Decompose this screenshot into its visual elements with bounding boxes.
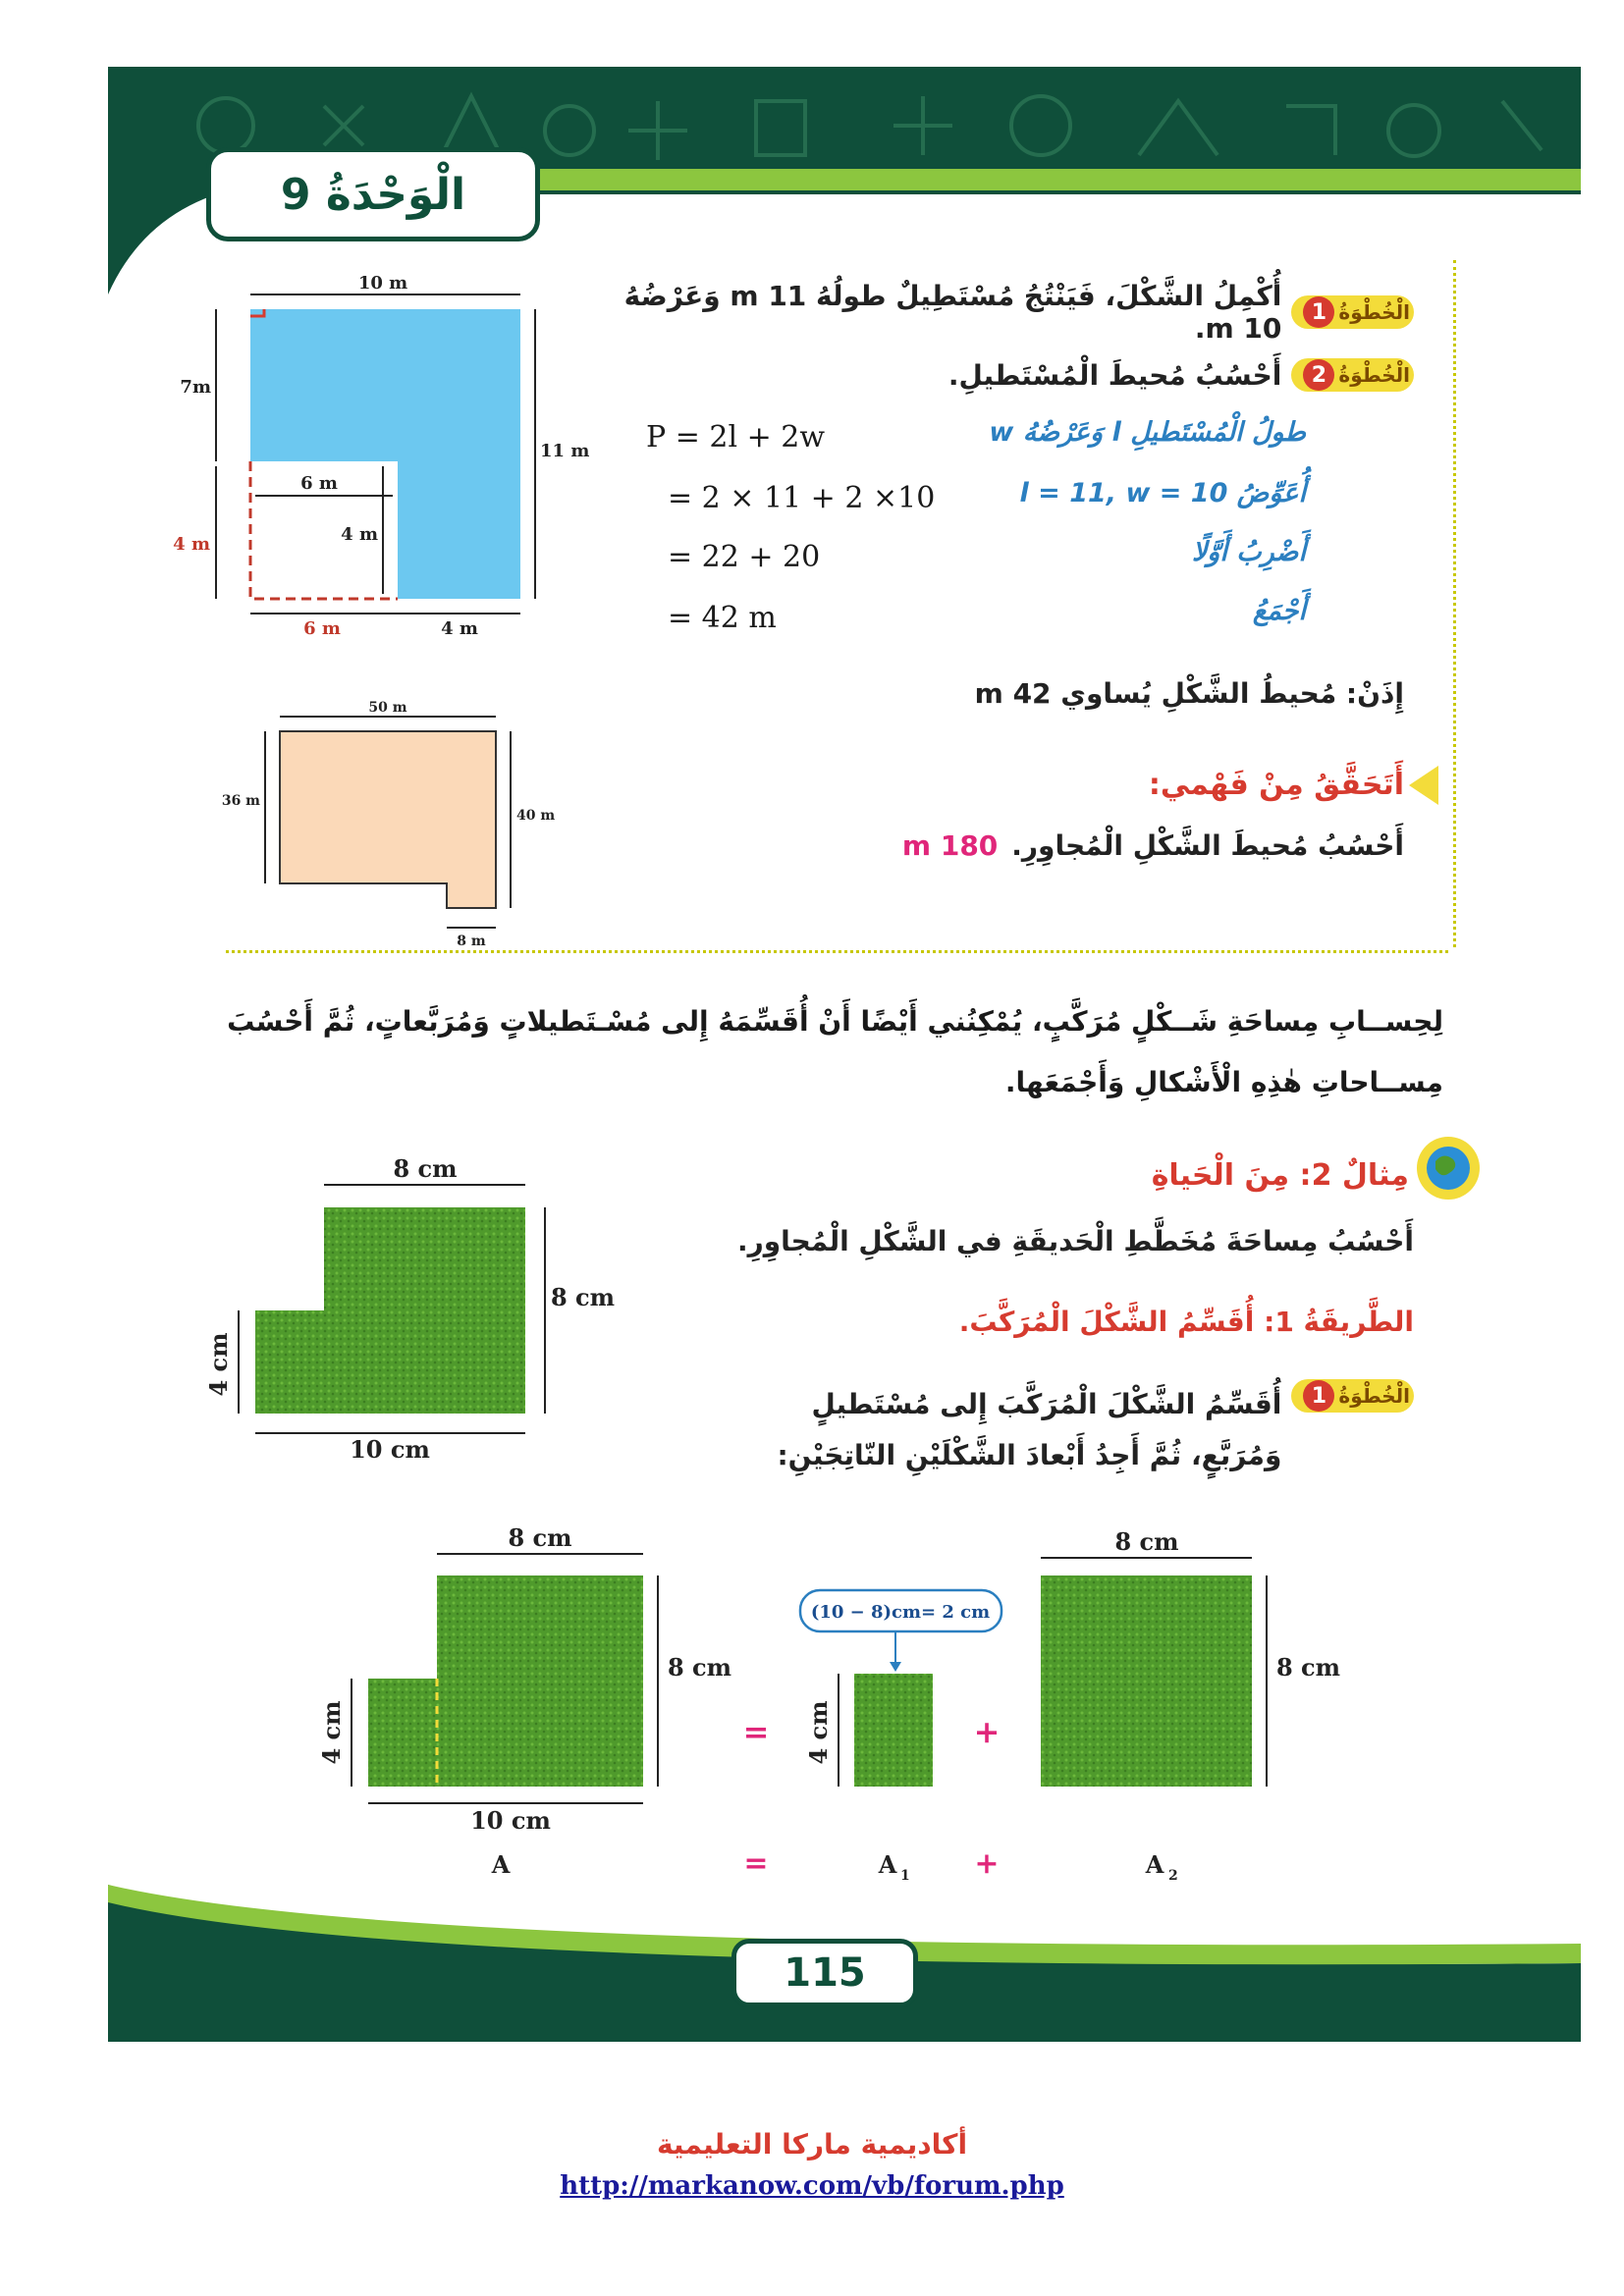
calc-desc-1: طولُ الْمُسْتَطيلِ l وَعَرْضُهُ w [989,417,1306,448]
garden-left-label: 4 cm [204,1332,233,1397]
peach-shape [280,731,496,908]
l-shape-fill [250,309,520,599]
panel-border-right [1443,260,1456,947]
header-accent-strip [530,169,1581,190]
calc-expr-3: = 22 + 20 [668,540,821,574]
check-marker-icon [1409,766,1438,805]
garden-top-label: 8 cm [393,1154,458,1183]
plus-sign: + [973,1713,1001,1750]
figure-perimeter-l-shape [173,273,590,639]
academy-name: أكاديمية ماركا التعليمية [656,2128,968,2161]
globe-icon [1414,1134,1483,1202]
bottom-equals: = [743,1846,769,1881]
calc-expr-4: = 42 m [668,601,777,635]
step-2-badge: الْخُطْوَةُ 2 [1291,358,1414,392]
figure-check-shape [206,692,569,957]
garden-right-label: 8 cm [551,1283,616,1311]
example-step-text: أُقَسِّمُ الشَّكْلَ الْمُرَكَّبَ إِلى مُسْتَطيلٍ وَمُرَبَّعٍ، ثُمَّ أَجِدُ أَبْعادَ الشَّكْلَيْنِ النّاتِجَيْنِ: [777,1388,1282,1471]
a-bottom-label: 10 cm [470,1806,551,1835]
fig1-inner-v-label: 4 m [341,524,378,545]
a2-right-label: 8 cm [1276,1653,1341,1682]
step-1-row [609,280,1414,345]
fig1-top-label: 10 m [357,273,408,294]
a1-left-label: 4 cm [804,1700,833,1765]
page-number: 115 [731,1939,918,2007]
calc-expr-1: P = 2l + 2w [646,420,826,454]
intro-paragraph: لِحِســابِ مِساحَةِ شَــكْلٍ مُرَكَّبٍ، يُمْكِنُني أَيْضًا أَنْ أُقَسِّمَهُ إِلى مُسْـتَطيلاتٍ وَمُرَبَّعاتٍ، ثُمَّ أَحْسُبَ مِســاحاتِ هٰذِهِ الْأَشْكالِ وَأَجْمَعَها. [227,1005,1443,1098]
check-question: أَحْسُبُ مُحيطَ الشَّكْلِ الْمُجاوِرِ. [1011,829,1404,862]
step-1-text: أُكْمِلُ الشَّكْلَ، فَيَنْتُجُ مُسْتَطِيلٌ طولُهُ 11 m وَعَرْضُهُ 10 m. [623,280,1282,345]
garden-figure [201,1153,616,1468]
fig2-top-label: 50 m [368,700,407,716]
unit-title-tab [206,147,540,241]
fig1-left-label: 7m [180,377,211,398]
fig2-bottom-label: 8 m [457,934,486,949]
label-a2-sub: 2 [1168,1868,1178,1884]
step-1-badge: الْخُطْوَةُ 1 [1291,295,1414,329]
check-row [805,829,1404,862]
step-2-text: أَحْسُبُ مُحيطَ الْمُسْتَطيلِ. [947,358,1282,392]
fig1-bottom-label: 4 m [441,618,478,639]
fig1-right-label: 11 m [540,441,590,461]
callout-text: (10 − 8)cm= 2 cm [810,1602,991,1623]
shape-a1 [854,1674,933,1787]
example-step-badge: الْخُطْوَةُ 1 [1291,1379,1414,1413]
unit-title: الْوَحْدَةُ 9 [280,169,466,220]
step-2-row [609,358,1414,392]
check-answer: 180 m [901,829,999,862]
example-method: الطَّريقَةُ 1: أُقَسِّمُ الشَّكْلَ الْمُرَكَّبَ. [958,1306,1414,1338]
decomposition-figure [295,1507,1341,1899]
fig1-dash-h-label: 6 m [303,618,341,639]
calc-desc-2: أُعَوِّضُ l = 11, w = 10 [1019,478,1306,508]
shape-a [368,1575,643,1787]
a2-top-label: 8 cm [1114,1527,1179,1556]
calc-conclusion: إِذَنْ: مُحيطُ الشَّكْلِ يُساوي 42 m [974,677,1404,710]
calc-desc-4: أَجْمَعُ [1252,596,1306,626]
panel-border-bottom [226,940,1448,953]
label-a1-sub: 1 [900,1868,910,1884]
fig2-right-label: 40 m [516,808,556,824]
example-step-row [687,1379,1414,1481]
garden-bottom-label: 10 cm [350,1435,430,1464]
fig1-dash-v-label: 4 m [173,534,210,555]
academy-link[interactable]: http://markanow.com/vb/forum.php [560,2171,1064,2201]
a-left-label: 4 cm [317,1700,346,1765]
a-top-label: 8 cm [508,1523,572,1552]
example-title: مِثالٌ 2: مِنَ الْحَياةِ [1151,1158,1409,1193]
calc-expr-2: = 2 × 11 + 2 ×10 [668,481,936,515]
check-title: أَتَحَقَّقُ مِنْ فَهْمي: [1148,768,1404,802]
label-a1: A [878,1850,897,1879]
label-a: A [491,1850,511,1879]
a-right-label: 8 cm [668,1653,732,1682]
label-a2: A [1145,1850,1164,1879]
bottom-plus: + [974,1846,1000,1881]
fig1-inner-h-label: 6 m [300,473,338,494]
example-question: أَحْسُبُ مِساحَةَ مُخَطَّطِ الْحَديقَةِ في الشَّكْلِ الْمُجاوِرِ. [736,1225,1414,1257]
fig2-left-label: 36 m [221,793,260,809]
calc-desc-3: أَضْرِبُ أَوَّلًا [1191,537,1306,567]
shape-a2 [1041,1575,1252,1787]
garden-shape [255,1207,525,1414]
equals-sign: = [742,1713,770,1750]
